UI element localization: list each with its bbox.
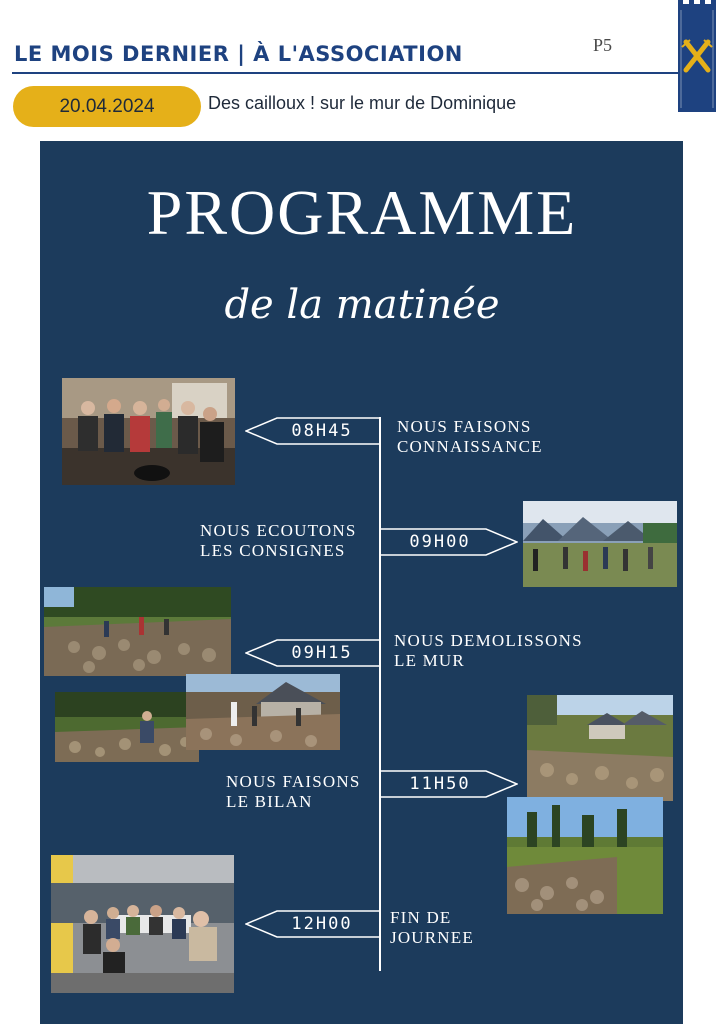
step-line: LE MUR [394, 651, 465, 670]
step-line: NOUS FAISONS [397, 417, 532, 436]
time-label: 09H00 [409, 532, 471, 552]
time-tag [245, 910, 381, 938]
time-label: 12H00 [291, 914, 353, 934]
photo-rebuilt-wall-village [527, 695, 673, 801]
photo-lunch-group [51, 855, 234, 993]
programme-subtitle: de la matinée [224, 282, 500, 328]
step-line: LES CONSIGNES [200, 541, 346, 560]
timeline-line [379, 417, 381, 971]
step-line: JOURNEE [390, 928, 474, 947]
photo-wall-work-right [186, 674, 340, 750]
step-line: LE BILAN [226, 792, 313, 811]
step-description [397, 417, 543, 457]
page-number: P5 [593, 35, 613, 55]
date-badge: 20.04.2024 [13, 86, 201, 127]
heraldic-banner-icon [678, 0, 716, 112]
photo-wall-work-left [55, 692, 199, 762]
time-tag [380, 528, 518, 556]
step-description [226, 772, 361, 812]
step-description [200, 521, 357, 561]
step-line: FIN DE [390, 908, 452, 927]
header-divider [12, 72, 678, 74]
photo-village-briefing [523, 501, 677, 587]
step-description [390, 908, 474, 948]
time-label: 11H50 [409, 774, 471, 794]
time-tag [245, 639, 381, 667]
photo-finished-wall [507, 797, 663, 914]
step-line: CONNAISSANCE [397, 437, 543, 456]
step-description [394, 631, 583, 671]
photo-group-greeting [62, 378, 235, 485]
photo-wall-demolition-wide [44, 587, 231, 676]
programme-title: PROGRAMME [146, 177, 578, 248]
time-label: 09H15 [291, 643, 353, 663]
time-label: 08H45 [291, 421, 353, 441]
step-line: NOUS ECOUTONS [200, 521, 357, 540]
event-title: Des cailloux ! sur le mur de Dominique [208, 93, 517, 113]
step-line: NOUS DEMOLISSONS [394, 631, 583, 650]
step-line: NOUS FAISONS [226, 772, 361, 791]
time-tag [245, 417, 381, 445]
time-tag [380, 770, 518, 798]
section-title: LE MOIS DERNIER | À L'ASSOCIATION [14, 42, 463, 66]
